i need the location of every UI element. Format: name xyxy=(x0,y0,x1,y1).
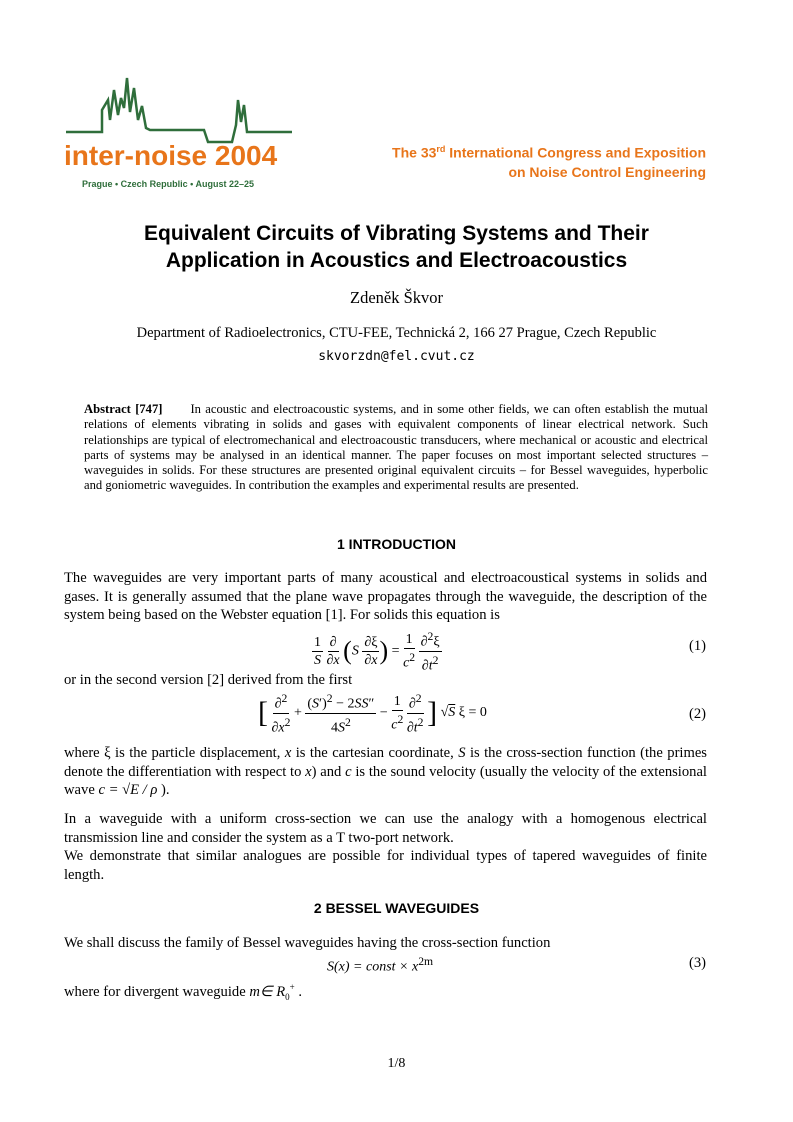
p3-k: ). xyxy=(157,782,170,799)
s2p2-a: where for divergent waveguide xyxy=(64,983,250,1000)
equation-3-number: (3) xyxy=(688,955,706,971)
s2p2-d: + xyxy=(289,982,295,992)
conference-header xyxy=(392,140,706,182)
p3-d: S xyxy=(458,745,466,761)
logo-tagline: Prague • Czech Republic • August 22–25 xyxy=(82,179,255,189)
section2-paragraph2 xyxy=(64,978,707,1006)
section1-paragraph1: The waveguides are very important parts of many acoustical and electroacoustical systems in solids and gases. It is generally assumed that the plane wave propagates through the waveguide, the description of the system being based on the Webster equation [1]. For solids this equation is xyxy=(64,570,707,624)
logo-wordmark: inter-noise 2004 xyxy=(64,140,278,171)
p3-h: c xyxy=(345,763,352,780)
section2-paragraph1: We shall discuss the family of Bessel waveguides having the cross-section function xyxy=(64,935,551,951)
title-line1: Equivalent Circuits of Vibrating Systems and Their xyxy=(144,222,649,245)
s2p2-c: 0 xyxy=(285,991,290,1002)
abstract xyxy=(84,402,708,494)
page-number: 1/8 xyxy=(387,1056,406,1071)
section2-heading: 2 BESSEL WAVEGUIDES xyxy=(313,900,480,916)
affiliation: Department of Radioelectronics, CTU-FEE, Technická 2, 166 27 Prague, Czech Republic xyxy=(136,325,657,341)
abstract-label: Abstract [747] xyxy=(84,402,163,416)
p3-c: is the cartesian coordinate, xyxy=(291,745,459,761)
conf-line1-sup: rd xyxy=(436,144,446,154)
p3-i: is the sound velocity (usually the velocity of the extensional wave xyxy=(64,763,707,799)
eq3-sup: 2m xyxy=(418,955,434,968)
p3-j: c = √E / ρ xyxy=(98,782,158,799)
conference-logo xyxy=(64,70,294,190)
eq3-body: S(x) = const × x xyxy=(327,959,419,975)
conf-line1-a: The 33 xyxy=(392,144,437,161)
p3-g: ) and xyxy=(311,763,346,780)
equation-1-number: (1) xyxy=(688,638,706,654)
conf-line2: on Noise Control Engineering xyxy=(508,163,706,180)
conf-line1-b: International Congress and Exposition xyxy=(445,144,706,161)
section1-paragraph3 xyxy=(64,744,707,800)
logo-skyline xyxy=(66,78,292,142)
paper-title xyxy=(60,220,733,274)
section1-paragraph4: In a waveguide with a uniform cross-section we can use the analogy with a homogenous electrical transmission line and consider the system as a T two-port network. xyxy=(64,811,707,846)
equation-2: [ $\frac{\partial^2}{\partial x^2}$ + $\frac{(S')^2 - 2SS''}{4S^2}$ − $\frac{1}{c^2}$ $\frac{\partial^2}{\partial t^2}$ ] √S ξ = 0 xyxy=(258,692,487,736)
p3-b: x xyxy=(284,745,292,761)
section1-paragraph5: We demonstrate that similar analogues are possible for individual types of tapered waveguides of finite length. xyxy=(64,848,707,883)
p3-a: where ξ is the particle displacement, xyxy=(64,745,285,761)
p3-e: is the cross-section function (the primes denote the differentiation with respect to xyxy=(64,745,707,780)
section1-heading: 1 INTRODUCTION xyxy=(337,536,456,552)
section1-paragraph2: or in the second version [2] derived from the first xyxy=(64,672,353,688)
s2p2-b: m∈ R xyxy=(249,983,286,1000)
equation-2-number: (2) xyxy=(688,706,706,722)
title-line2: Application in Acoustics and Electroacoustics xyxy=(165,249,628,272)
p3-f: x xyxy=(305,763,312,780)
equation-1: $\frac{1}{S}$ $\frac{\partial}{\partial x}$ (S $\frac{\partial\xi}{\partial x}$ ) = $\frac{1}{c^2}$ $\frac{\partial^2\xi}{\partial t^2}$ xyxy=(314,630,440,674)
abstract-text: In acoustic and electroacoustic systems, and in some other fields, we can often establish the mutual relations of elements vibrating in solids and gases with equivalent components of linear electrical network. Such relationships are typical of electromechanical and electroacoustic transducers, where mechanical or acoustic and electrical parts of systems may be analysed in an identical manner. The paper focuses on most important selected structures – waveguides in solids. For these structures are presented original equivalent circuits – for Bessel waveguides, hyperbolic and goniometric waveguides. In contribution the examples and experimental results are presented. xyxy=(84,402,708,493)
s2p2-e: . xyxy=(294,983,303,1000)
equation-3 xyxy=(327,955,433,976)
author: Zdeněk Škvor xyxy=(349,288,444,307)
email: skvorzdn@fel.cvut.cz xyxy=(318,349,475,364)
